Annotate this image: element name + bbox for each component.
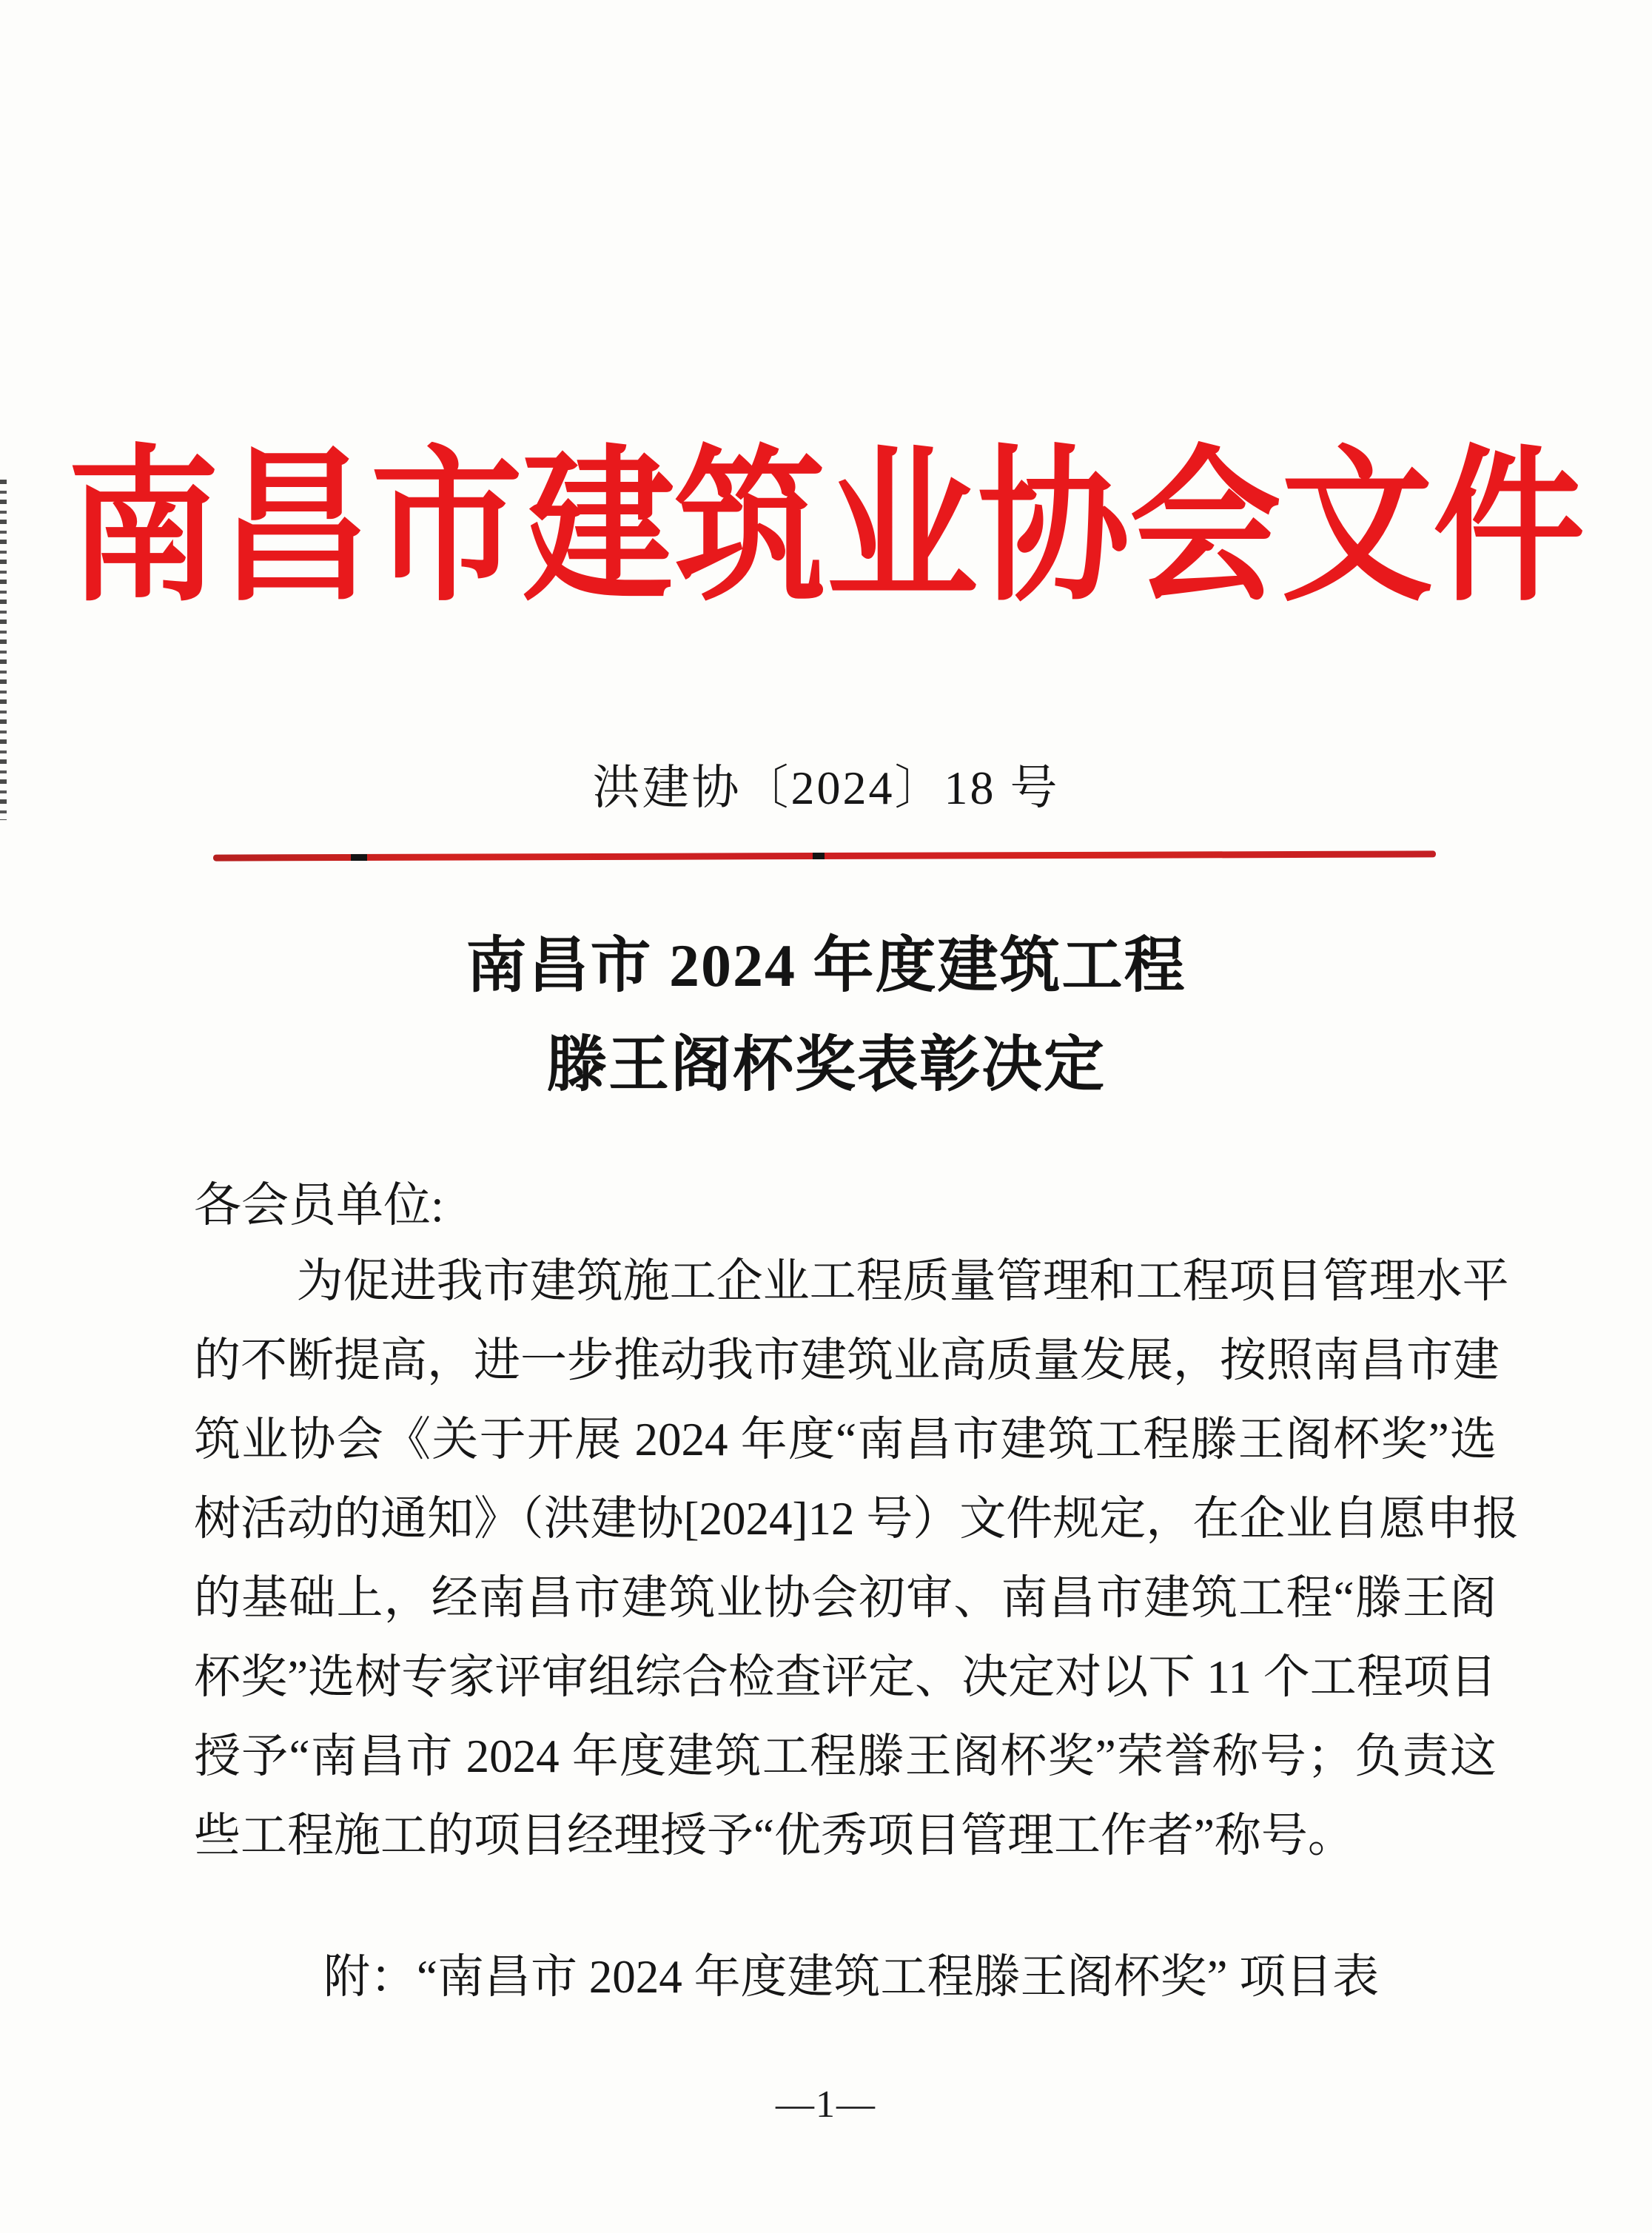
red-divider-line (213, 850, 1436, 861)
paragraph-line: 杯奖”选树专家评审组综合检查评定、决定对以下 11 个工程项目 (194, 1651, 1497, 1703)
document-title (0, 916, 1652, 1115)
attachment-note: 附：“南昌市 2024 年度建筑工程滕王阁杯奖” 项目表 (323, 1951, 1380, 2003)
salutation: 各会员单位: (194, 1179, 444, 1232)
paragraph-line: 授予“南昌市 2024 年度建筑工程滕王阁杯奖”荣誉称号；负责这 (194, 1730, 1497, 1782)
document-title-line1: 南昌市 2024 年度建筑工程 (466, 932, 1186, 999)
paragraph-line: 树活动的通知》（洪建协[2024]12 号）文件规定，在企业自愿申报 (194, 1493, 1520, 1545)
paragraph-line: 为促进我市建筑施工企业工程质量管理和工程项目管理水平 (296, 1255, 1509, 1307)
main-paragraph (194, 1242, 1520, 1876)
paragraph-line: 筑业协会《关于开展 2024 年度“南昌市建筑工程滕王阁杯奖”选 (194, 1414, 1497, 1465)
paragraph-line: 的基础上，经南昌市建筑业协会初审、南昌市建筑工程“滕王阁 (194, 1572, 1497, 1624)
paragraph-line: 些工程施工的项目经理授予“优秀项目管理工作者”称号。 (194, 1810, 1354, 1861)
document-number: 洪建协〔2024〕18 号 (592, 762, 1060, 814)
org-letterhead-title: 南昌市建筑业协会文件 (67, 436, 1585, 622)
scan-speck (813, 853, 825, 859)
document-title-line2: 滕王阁杯奖表彰决定 (545, 1031, 1106, 1098)
scan-speck (351, 854, 367, 861)
paragraph-line: 的不断提高，进一步推动我市建筑业高质量发展，按照南昌市建 (194, 1334, 1500, 1386)
page-number: —1— (776, 2083, 876, 2126)
